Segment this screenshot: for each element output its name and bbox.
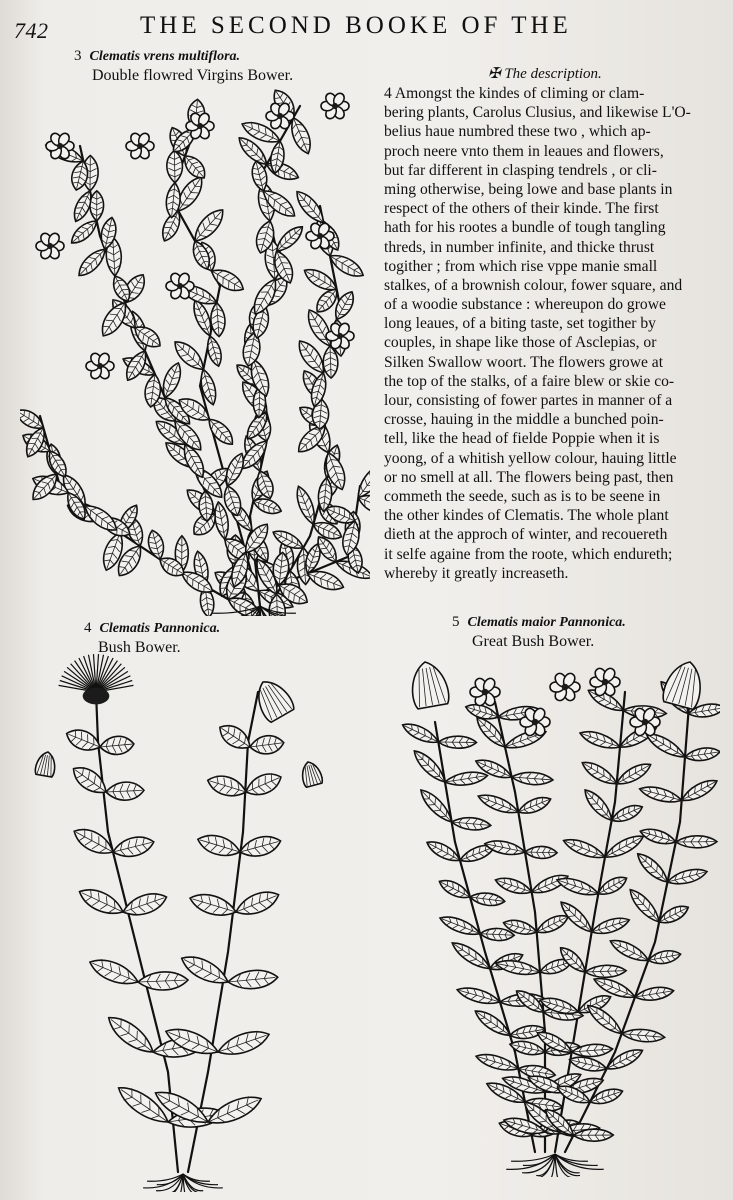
leaf <box>76 884 127 921</box>
leaf <box>676 836 717 848</box>
figure-number: 5 <box>452 614 460 630</box>
flower-bud <box>661 657 707 710</box>
description-line: threds, in number infinite, and thicke thrust <box>384 238 655 256</box>
flower <box>266 102 294 131</box>
leaf <box>590 914 631 937</box>
leaf <box>634 849 672 886</box>
leaf <box>187 890 238 921</box>
description-line: crosse, hauing in the middle a bunched poin- <box>384 411 664 429</box>
figure-english-name: Double flowred Virgins Bower. <box>92 67 294 84</box>
leaf <box>227 968 278 991</box>
flower <box>126 132 154 161</box>
flower <box>630 706 660 737</box>
description-line: tell, like the head of fielde Poppie when it is <box>384 430 660 448</box>
description-line: it selfe againe from the roote, which endureth; <box>384 545 673 563</box>
description-line: yoong, of a whitish yellow colour, hauing little <box>384 449 677 467</box>
leaf <box>120 889 169 921</box>
flower <box>590 666 620 697</box>
description-line: dieth at the approch of winter, and recouereth <box>384 526 668 544</box>
leaf <box>195 831 242 861</box>
leaf <box>68 216 101 247</box>
leaf <box>621 1028 665 1044</box>
description-line: or no smell at all. The flowers being past, then <box>384 468 674 486</box>
leaf <box>684 746 720 763</box>
description-line: togither ; from which rise vppe manie small <box>384 257 658 275</box>
flower <box>321 92 349 121</box>
description-line: the top of the stalks, of a faire blew or skie co- <box>384 372 675 390</box>
flower <box>86 352 114 381</box>
flower-bud <box>34 750 57 777</box>
roots <box>143 1174 223 1192</box>
figure-5-caption <box>452 612 626 651</box>
description-line: hath for his rootes a bundle of tough tangling <box>384 219 666 237</box>
leaf <box>626 886 664 926</box>
leaf <box>511 771 553 786</box>
figure-number: 4 <box>84 620 92 636</box>
leaf <box>167 150 183 182</box>
leaf <box>444 770 488 788</box>
leaf <box>249 734 285 756</box>
leaf <box>106 781 145 801</box>
leaf <box>476 791 521 818</box>
leaf <box>204 415 237 449</box>
leaf <box>639 826 678 848</box>
leaf <box>233 886 282 920</box>
figure-latin-name: Clematis Pannonica. <box>99 621 221 636</box>
leaf <box>584 1001 626 1038</box>
flower <box>470 676 500 707</box>
figure-english-name: Bush Bower. <box>98 639 181 656</box>
flower <box>306 222 334 251</box>
figure-number: 3 <box>74 48 82 64</box>
leaf <box>238 832 283 860</box>
leaf <box>145 529 166 562</box>
description-line: whereby it greatly increaseth. <box>384 564 569 582</box>
roots <box>207 606 313 616</box>
page-number: 742 <box>14 18 49 43</box>
description-line: bering plants, Carolus Clusius, and likewise L'O- <box>384 104 691 122</box>
leaf <box>578 727 622 752</box>
leaf <box>525 846 557 859</box>
leaf <box>484 838 527 858</box>
leaf <box>74 245 109 280</box>
leaf <box>438 736 476 748</box>
description-line: but far different in clasping tendrels , or cli- <box>384 161 657 179</box>
description-line: stalkes, of a brownish colour, fower square, and <box>384 276 683 294</box>
leaf <box>614 759 654 789</box>
leaf <box>638 783 683 806</box>
flower <box>46 132 74 161</box>
leaf <box>474 1051 520 1075</box>
leaf <box>86 954 141 990</box>
leaf <box>208 264 247 296</box>
description-line: lour, consisting of fower partes in manner of a <box>384 392 673 409</box>
woodcut-clematis-maior-pannonica <box>395 652 720 1177</box>
leaf <box>451 816 491 831</box>
description-line: proch neere vnto them in leaues and flowers, <box>384 142 664 160</box>
leaf <box>205 772 249 801</box>
leaf <box>581 786 617 824</box>
description-line: belius haue numbred these two , which ap- <box>384 123 651 141</box>
leaf <box>138 971 189 991</box>
leaf <box>561 835 607 863</box>
leaf <box>494 874 534 897</box>
description-heading: ✠ The description. <box>488 66 602 82</box>
description-line: of a woodie substance : whereupon do growe <box>384 296 666 314</box>
leaf <box>516 793 553 817</box>
flower <box>186 112 214 141</box>
leaf <box>579 758 620 789</box>
roots <box>506 1154 603 1177</box>
flower-bud <box>407 659 450 710</box>
leaf <box>210 302 226 337</box>
leaf <box>292 187 329 227</box>
figure-latin-name: Clematis vrens multiflora. <box>89 49 241 64</box>
description-line: long leaues, of a biting taste, set togither by <box>384 315 656 333</box>
leaf <box>103 1011 158 1060</box>
leaf <box>608 936 651 966</box>
leaf <box>679 776 720 806</box>
description-line: the other kindes of Clematis. The whole plant <box>384 507 669 525</box>
woodcut-clematis-pannonica <box>18 652 348 1192</box>
leaf <box>666 866 709 888</box>
description-line: Silken Swallow woort. The flowers growe at <box>384 353 664 371</box>
flower <box>166 272 194 301</box>
flower <box>326 322 354 351</box>
flower-head <box>59 654 134 704</box>
description-text <box>384 84 712 583</box>
description-line: commeth the seede, such as is to be seene in <box>384 487 661 505</box>
flower <box>36 232 64 261</box>
description-line: ming otherwise, being lowe and base plants in <box>384 180 673 198</box>
leaf <box>242 769 284 801</box>
leaf <box>272 222 306 255</box>
leaf <box>585 965 627 978</box>
figure-english-name: Great Bush Bower. <box>472 633 595 650</box>
flower-bud <box>299 760 324 788</box>
leaf <box>99 735 134 756</box>
description-line: couples, in shape like those of Asclepias, or <box>384 334 657 352</box>
leaf <box>111 833 156 861</box>
leaf <box>90 191 104 221</box>
woodcut-clematis-double-flowred <box>20 86 370 616</box>
leaf <box>469 891 505 907</box>
leaf <box>215 1026 272 1061</box>
description-line: respect of the others of their kinde. The first <box>384 200 659 218</box>
leaf <box>634 985 675 1003</box>
leaf <box>534 911 571 937</box>
leaf <box>509 1038 547 1057</box>
flower <box>550 671 580 702</box>
figure-3-caption <box>74 46 293 85</box>
leaf <box>189 205 228 246</box>
description-line: 4 Amongst the kindes of climing or clam- <box>384 85 645 102</box>
running-title: THE SECOND BOOKE OF THE <box>140 12 572 39</box>
flower <box>520 706 550 737</box>
figure-latin-name: Clematis maior Pannonica. <box>467 615 626 630</box>
